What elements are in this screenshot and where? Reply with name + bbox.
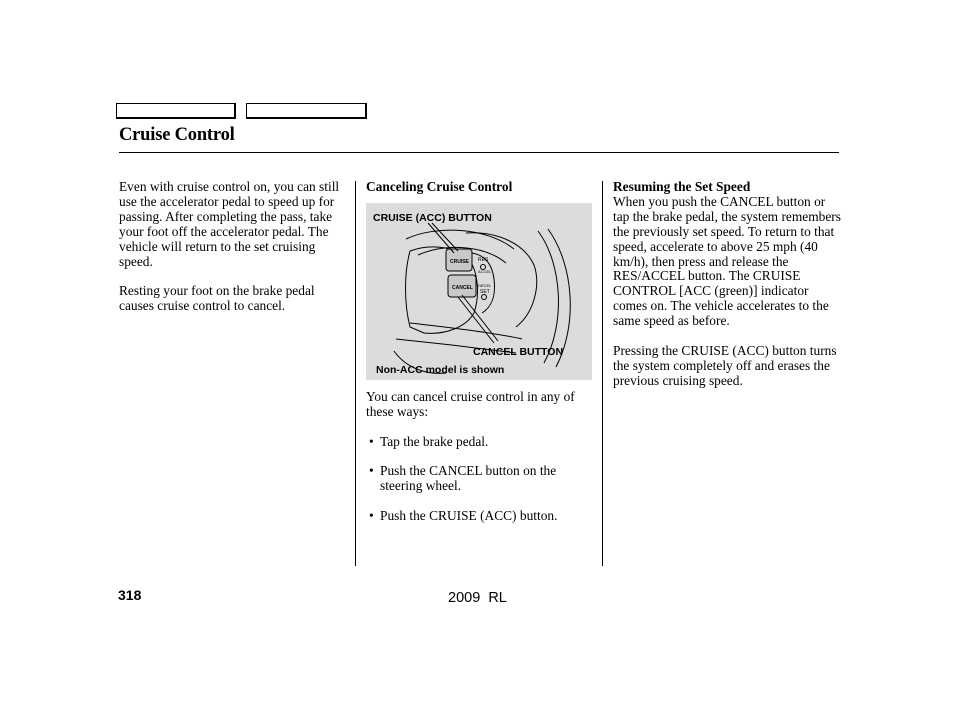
steering-wheel-figure bbox=[366, 203, 592, 380]
list-item: • Push the CRUISE (ACC) button. bbox=[366, 509, 596, 524]
figure-label-cruise-button: CRUISE (ACC) BUTTON bbox=[373, 211, 492, 224]
paragraph: Resting your foot on the brake pedal causes cruise control to cancel. bbox=[119, 283, 315, 314]
column-1 bbox=[119, 180, 349, 329]
list-item: • Tap the brake pedal. bbox=[366, 435, 596, 450]
nav-tab-1[interactable] bbox=[116, 103, 236, 119]
accel-glyph: ACCEL bbox=[478, 268, 492, 274]
figure-caption: Non-ACC model is shown bbox=[376, 363, 505, 376]
title-divider bbox=[119, 152, 839, 153]
cancel-button-glyph: CANCEL bbox=[452, 284, 473, 291]
footer-model: 2009 RL bbox=[448, 590, 507, 606]
res-glyph: RES bbox=[478, 256, 489, 263]
section-heading: Resuming the Set Speed bbox=[613, 179, 751, 194]
paragraph: Pressing the CRUISE (ACC) button turns the system completely off and erases the previous cruising speed. bbox=[613, 342, 837, 388]
cruise-button-glyph: CRUISE bbox=[450, 258, 469, 265]
page-title: Cruise Control bbox=[119, 125, 235, 145]
page-number: 318 bbox=[118, 587, 142, 603]
nav-tab-2[interactable] bbox=[246, 103, 367, 119]
paragraph: You can cancel cruise control in any of these ways: bbox=[366, 388, 575, 419]
column-3 bbox=[613, 180, 841, 404]
set-glyph: SET bbox=[480, 288, 490, 295]
figure-label-cancel-button: CANCEL BUTTON bbox=[473, 345, 564, 358]
cancel-methods-list bbox=[366, 435, 596, 524]
list-item: • Push the CANCEL button on the steering wheel. bbox=[366, 464, 596, 494]
paragraph: When you push the CANCEL button or tap the brake pedal, the system remembers the previously set speed. To return to that speed, accelerate to above 25 mph (40 km/h), then press and release the RES/ACCEL button. The CRUISE CONTROL [ACC (green)] indicator comes on. The vehicle accelerates to the same speed as before. bbox=[613, 193, 841, 329]
paragraph: Even with cruise control on, you can still use the accelerator pedal to speed up for passing. After completing the pass, take your foot off the accelerator pedal. The vehicle will return to the set cruising speed. bbox=[119, 179, 340, 269]
column-divider bbox=[355, 181, 356, 566]
section-heading: Canceling Cruise Control bbox=[366, 179, 513, 194]
decel-glyph: DECEL bbox=[478, 282, 492, 288]
column-2 bbox=[366, 180, 596, 539]
column-divider bbox=[602, 181, 603, 566]
